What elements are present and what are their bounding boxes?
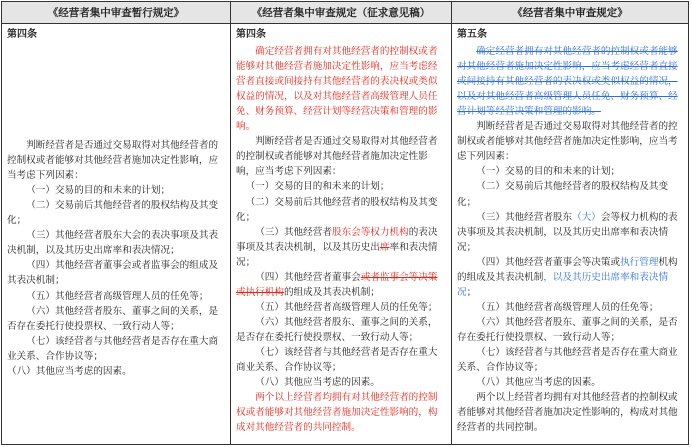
list-item: （八）其他应当考虑的因素。	[7, 365, 132, 377]
header-col-interim-rules: 《经营者集中审查暂行规定》	[2, 2, 231, 24]
list-item: （七）该经营者与其他经营者是否存在重大商业关系、合作协议等；	[236, 346, 438, 374]
header-col-draft-rules: 《经营者集中审查规定（征求意见稿）	[231, 2, 452, 24]
column-final-rules	[452, 24, 688, 444]
list-item: （五）其他经营者高级管理人员的任免等；	[476, 301, 659, 313]
list-item: （八）其他应当考虑的因素。	[255, 377, 380, 389]
paragraph-intro: 判断经营者是否通过交易取得对其他经营者的控制权或者能够对其他经营者施加决定性影响，应当考虑下列因素：	[457, 121, 678, 163]
list-item: （五）其他经营者高级管理人员的任免等；	[26, 290, 209, 302]
text-segment: 机构的组成及其表决机制	[457, 256, 678, 283]
column-interim-rules	[2, 24, 231, 444]
added-text: （大）	[572, 211, 601, 223]
column-draft-rules	[231, 24, 452, 444]
text-segment: 的组成及其表决机制；	[283, 286, 380, 298]
text-segment: 率和表决情况；	[236, 241, 438, 268]
list-item: （八）其他应当考虑的因素。	[476, 377, 601, 389]
list-item: （六）其他经营者股东、董事之间的关系，是否存在委托行使投票权、一致行动人等；	[7, 305, 219, 332]
list-item: （六）其他经营者股东、董事之间的关系，是否存在委托行使投票权、一致行动人等；	[236, 316, 438, 343]
article-number: 第五条	[457, 29, 487, 40]
list-item: （五）其他经营者高级管理人员的任免等；	[255, 301, 438, 313]
list-item: （二）交易前后其他经营者的股权结构及其变化；	[7, 200, 219, 227]
paragraph-intro: 判断经营者是否通过交易取得对其他经营者的控制权或者能够对其他经营者施加决定性影响，应当考虑下列因素：	[236, 136, 438, 178]
text-segment: （四）其他经营者董事会等决策或	[476, 256, 621, 268]
added-text: ，以及其历史出席率和表决情况	[457, 271, 669, 298]
list-item: （三）其他经营者股东大会的表决事项及其表决机制，以及其历史出席率和表决情况；	[7, 230, 219, 257]
text-segment: ；	[466, 286, 477, 298]
list-item	[236, 270, 446, 300]
list-item: （一）交易的目的和未来的计划；	[476, 166, 621, 178]
text-segment: 的表决事项及其表决机制，以及其历史出	[236, 226, 438, 253]
article-number: 第四条	[7, 29, 37, 40]
paragraph-lead-deleted: 确定经营者拥有对其他经营者的控制权或者能够对其他经营者施加决定性影响，应当考虑经营者直接或间接持有其他经营者的表决权或类似权益的情况，以及对其他经营者高级管理人员任免、财务预算、经营计划等经营决策和管理的影响。	[457, 46, 678, 118]
deleted-text: 席	[379, 241, 390, 253]
text-segment: （四）其他经营者董事会	[255, 271, 361, 283]
list-item: （一）交易的目的和未来的计划；	[245, 181, 390, 193]
list-item: （二）交易前后其他经营者的股权结构及其变化；	[236, 196, 438, 223]
added-text: 股东会等权力机构	[331, 226, 409, 238]
list-item	[457, 210, 683, 255]
paragraph-closing: 两个以上经营者均拥有对其他经营者的控制权或者能够对其他经营者施加决定性影响的，构成对其他经营者的共同控制。	[457, 392, 678, 434]
text-segment: 会等权力机构的表决事项及其表决机制，以及其历史出席率和表决情况；	[457, 211, 678, 253]
header-col-final-rules: 《经营者集中审查规定》	[452, 2, 688, 24]
paragraph-lead-added: 确定经营者拥有对其他经营者的控制权或者能够对其他经营者施加决定性影响，应当考虑经营者直接或间接持有其他经营者的表决权或类似权益的情况，以及对其他经营者高级管理人员任免、财务预算、经营计划等经营决策和管理的影响。	[236, 46, 438, 133]
list-item: （四）其他经营者董事会或者监事会的组成及其表决机制；	[7, 260, 219, 287]
text-segment: （三）其他经营者股东	[476, 211, 573, 223]
paragraph-intro: 判断经营者是否通过交易取得对其他经营者的控制权或者能够对其他经营者施加决定性影响，应当考虑下列因素：	[7, 140, 219, 182]
added-text: 执行管理	[620, 256, 659, 268]
paragraph-closing-added: 两个以上经营者均拥有对其他经营者的控制权或者能够对其他经营者施加决定性影响的，构成对其他经营者的共同控制。	[236, 392, 438, 434]
list-item: （一）交易的目的和未来的计划；	[26, 185, 171, 197]
text-segment: （三）其他经营者	[255, 226, 332, 238]
list-item	[236, 225, 446, 270]
article-number: 第四条	[236, 29, 266, 40]
list-item: （七）该经营者与其他经营者是否存在重大商业关系、合作协议等；	[7, 335, 219, 362]
deleted-text: 或者监事会等决策或执行机构	[236, 271, 438, 298]
comparison-table	[1, 1, 689, 445]
list-item: （二）交易前后其他经营者的股权结构及其变化；	[457, 181, 669, 208]
list-item: （七）该经营者与其他经营者是否存在重大商业关系、合作协议等；	[457, 346, 678, 374]
list-item	[457, 255, 683, 300]
list-item: （六）其他经营者股东、董事之间的关系，是否存在委托行使投票权、一致行动人等；	[457, 316, 678, 343]
